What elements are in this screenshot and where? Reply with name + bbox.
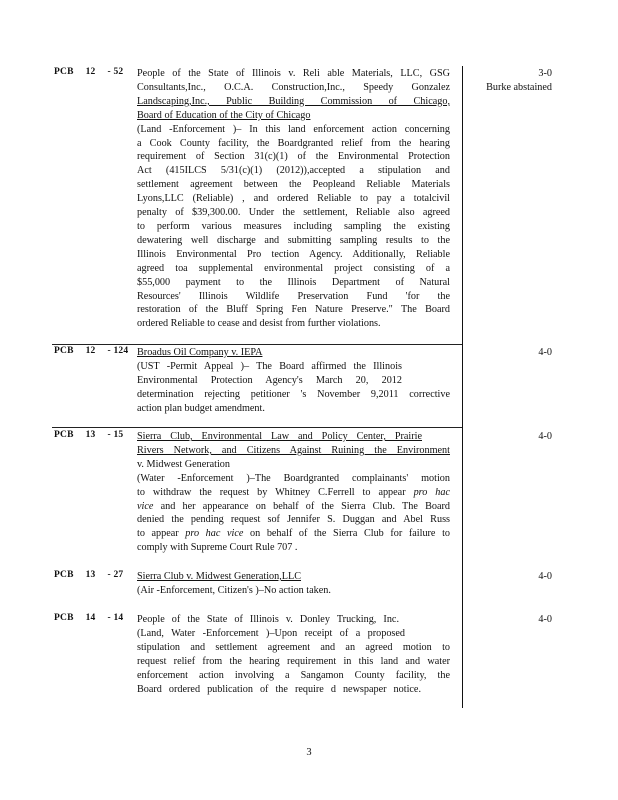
case-body-line: Illinois Environmental Pro tection Agency. Additionally, Reliable [137,248,450,260]
case-body-line: Board ordered publication of the require d newspaper notice. [137,683,421,695]
case-body-line: ordered Reliable to cease and desist from further violations. [137,318,381,330]
case-body-line: vice and her appearance on behalf of the Sierra Club. The Board [137,500,450,512]
case-body-line: Lyons,LLC (Reliable) , and ordered Reliable to pay a totalcivil [137,193,450,205]
vote-result [470,570,552,584]
case-body-line: dewatering well discharge and submitting sampling results to the [137,234,450,246]
case-description [137,430,450,555]
case-body-line: determination rejecting petitioner 's November 9,2011 corrective [137,388,450,400]
case-body-line: (UST -Permit Appeal )– The Board affirmed the Illinois [137,360,402,372]
docket-number: PCB 12 - 52 [54,67,124,77]
case-body-line: (Land, Water -Enforcement )–Upon receipt of a proposed [137,627,405,639]
case-body-line: Act (415ILCS 5/31(c)(1) (2012)),accepted a stipulation and [137,165,450,177]
case-body-line: to appear pro hac vice on behalf of the Sierra Club for failure to [137,528,450,540]
vote-result [470,430,552,444]
case-body-line: to withdraw the request by Whitney C.Ferrell to appear pro hac [137,486,450,498]
case-body-line: action plan budget amendment. [137,402,265,414]
vote-result [470,346,552,360]
case-body-line: requirement of Section 31(c)(1) of the Environmental Protection [137,151,450,163]
case-body-line: restoration of the Bluff Spring Fen Nature Preserve." The Board [137,304,450,316]
vote-result [470,67,552,95]
case-body-line: stipulation and settlement agreement and an agreed motion to [137,641,450,653]
vote-count: 4-0 [538,431,552,442]
case-title-line: Rivers Network, and Citizens Against Ruining the Environment [137,444,450,456]
case-body-line: Environmental Protection Agency's March 20, 2012 [137,374,402,386]
vote-count: 3-0 [538,68,552,79]
vote-result [470,613,552,627]
column-divider [462,66,463,708]
vote-note: Burke abstained [486,81,552,93]
case-body-line: settlement agreement between the Peopleand Reliable Materials [137,179,450,191]
case-body-line: Resources' Illinois Wildlife Preservation Fund 'for the [137,290,450,302]
case-body-line: (Land -Enforcement )– In this land enforcement action concerning [137,123,450,135]
case-body-line: request relief from the hearing requirement in this land and water [137,655,450,667]
case-title-line: People of the State of Illinois v. Donley Trucking, Inc. [137,614,399,625]
case-body-line: comply with Supreme Court Rule 707 . [137,542,298,554]
case-title-line: Sierra Club, Environmental Law and Policy Center, Prairie [137,431,422,442]
case-body-line: denied the pending request sof Jennifer S. Duggan and Abel Russ [137,514,450,526]
case-body-line: $55,000 payment to the Illinois Department of Natural [137,276,450,288]
case-body-line: a Cook County facility, the Boardgranted relief from the hearing [137,137,450,149]
docket-number: PCB 14 - 14 [54,613,124,623]
case-description [137,346,450,416]
entry-separator [52,344,462,345]
docket-number: PCB 12 - 124 [54,346,129,356]
case-description [137,570,450,598]
case-body-line: to perform various measures including sampling the existing [137,220,450,232]
docket-number: PCB 13 - 27 [54,570,124,580]
case-title-line: Sierra Club v. Midwest Generation,LLC [137,571,302,582]
entry-separator [52,427,462,428]
case-title-line: v. Midwest Generation [137,458,230,470]
page-number: 3 [306,747,312,758]
case-body-line: (Air -Enforcement, Citizen's )–No action taken. [137,584,331,596]
case-title-line: Broadus Oil Company v. IEPA [137,347,263,358]
case-body-line: penalty of $39,300.00. Under the settlement, Reliable also agreed [137,207,450,219]
case-body-line: (Water -Enforcement )–The Boardgranted complainants' motion [137,472,450,484]
case-title-line: Landscaping,Inc., Public Building Commission of Chicago, [137,95,450,107]
vote-count: 4-0 [538,614,552,625]
case-title-line: People of the State of Illinois v. Reli able Materials, LLC, GSG [137,68,450,79]
case-body-line: enforcement action involving a Sangamon County facility, the [137,669,450,681]
case-title-line: Consultants,Inc., O.C.A. Construction,Inc., Speedy Gonzalez [137,81,450,93]
case-body-line: agreed toa supplemental environmental project consisting of a [137,262,450,274]
case-description [137,67,450,331]
case-description [137,613,450,696]
docket-number: PCB 13 - 15 [54,430,124,440]
vote-count: 4-0 [538,571,552,582]
vote-count: 4-0 [538,347,552,358]
case-title-line: Board of Education of the City of Chicago [137,109,311,121]
